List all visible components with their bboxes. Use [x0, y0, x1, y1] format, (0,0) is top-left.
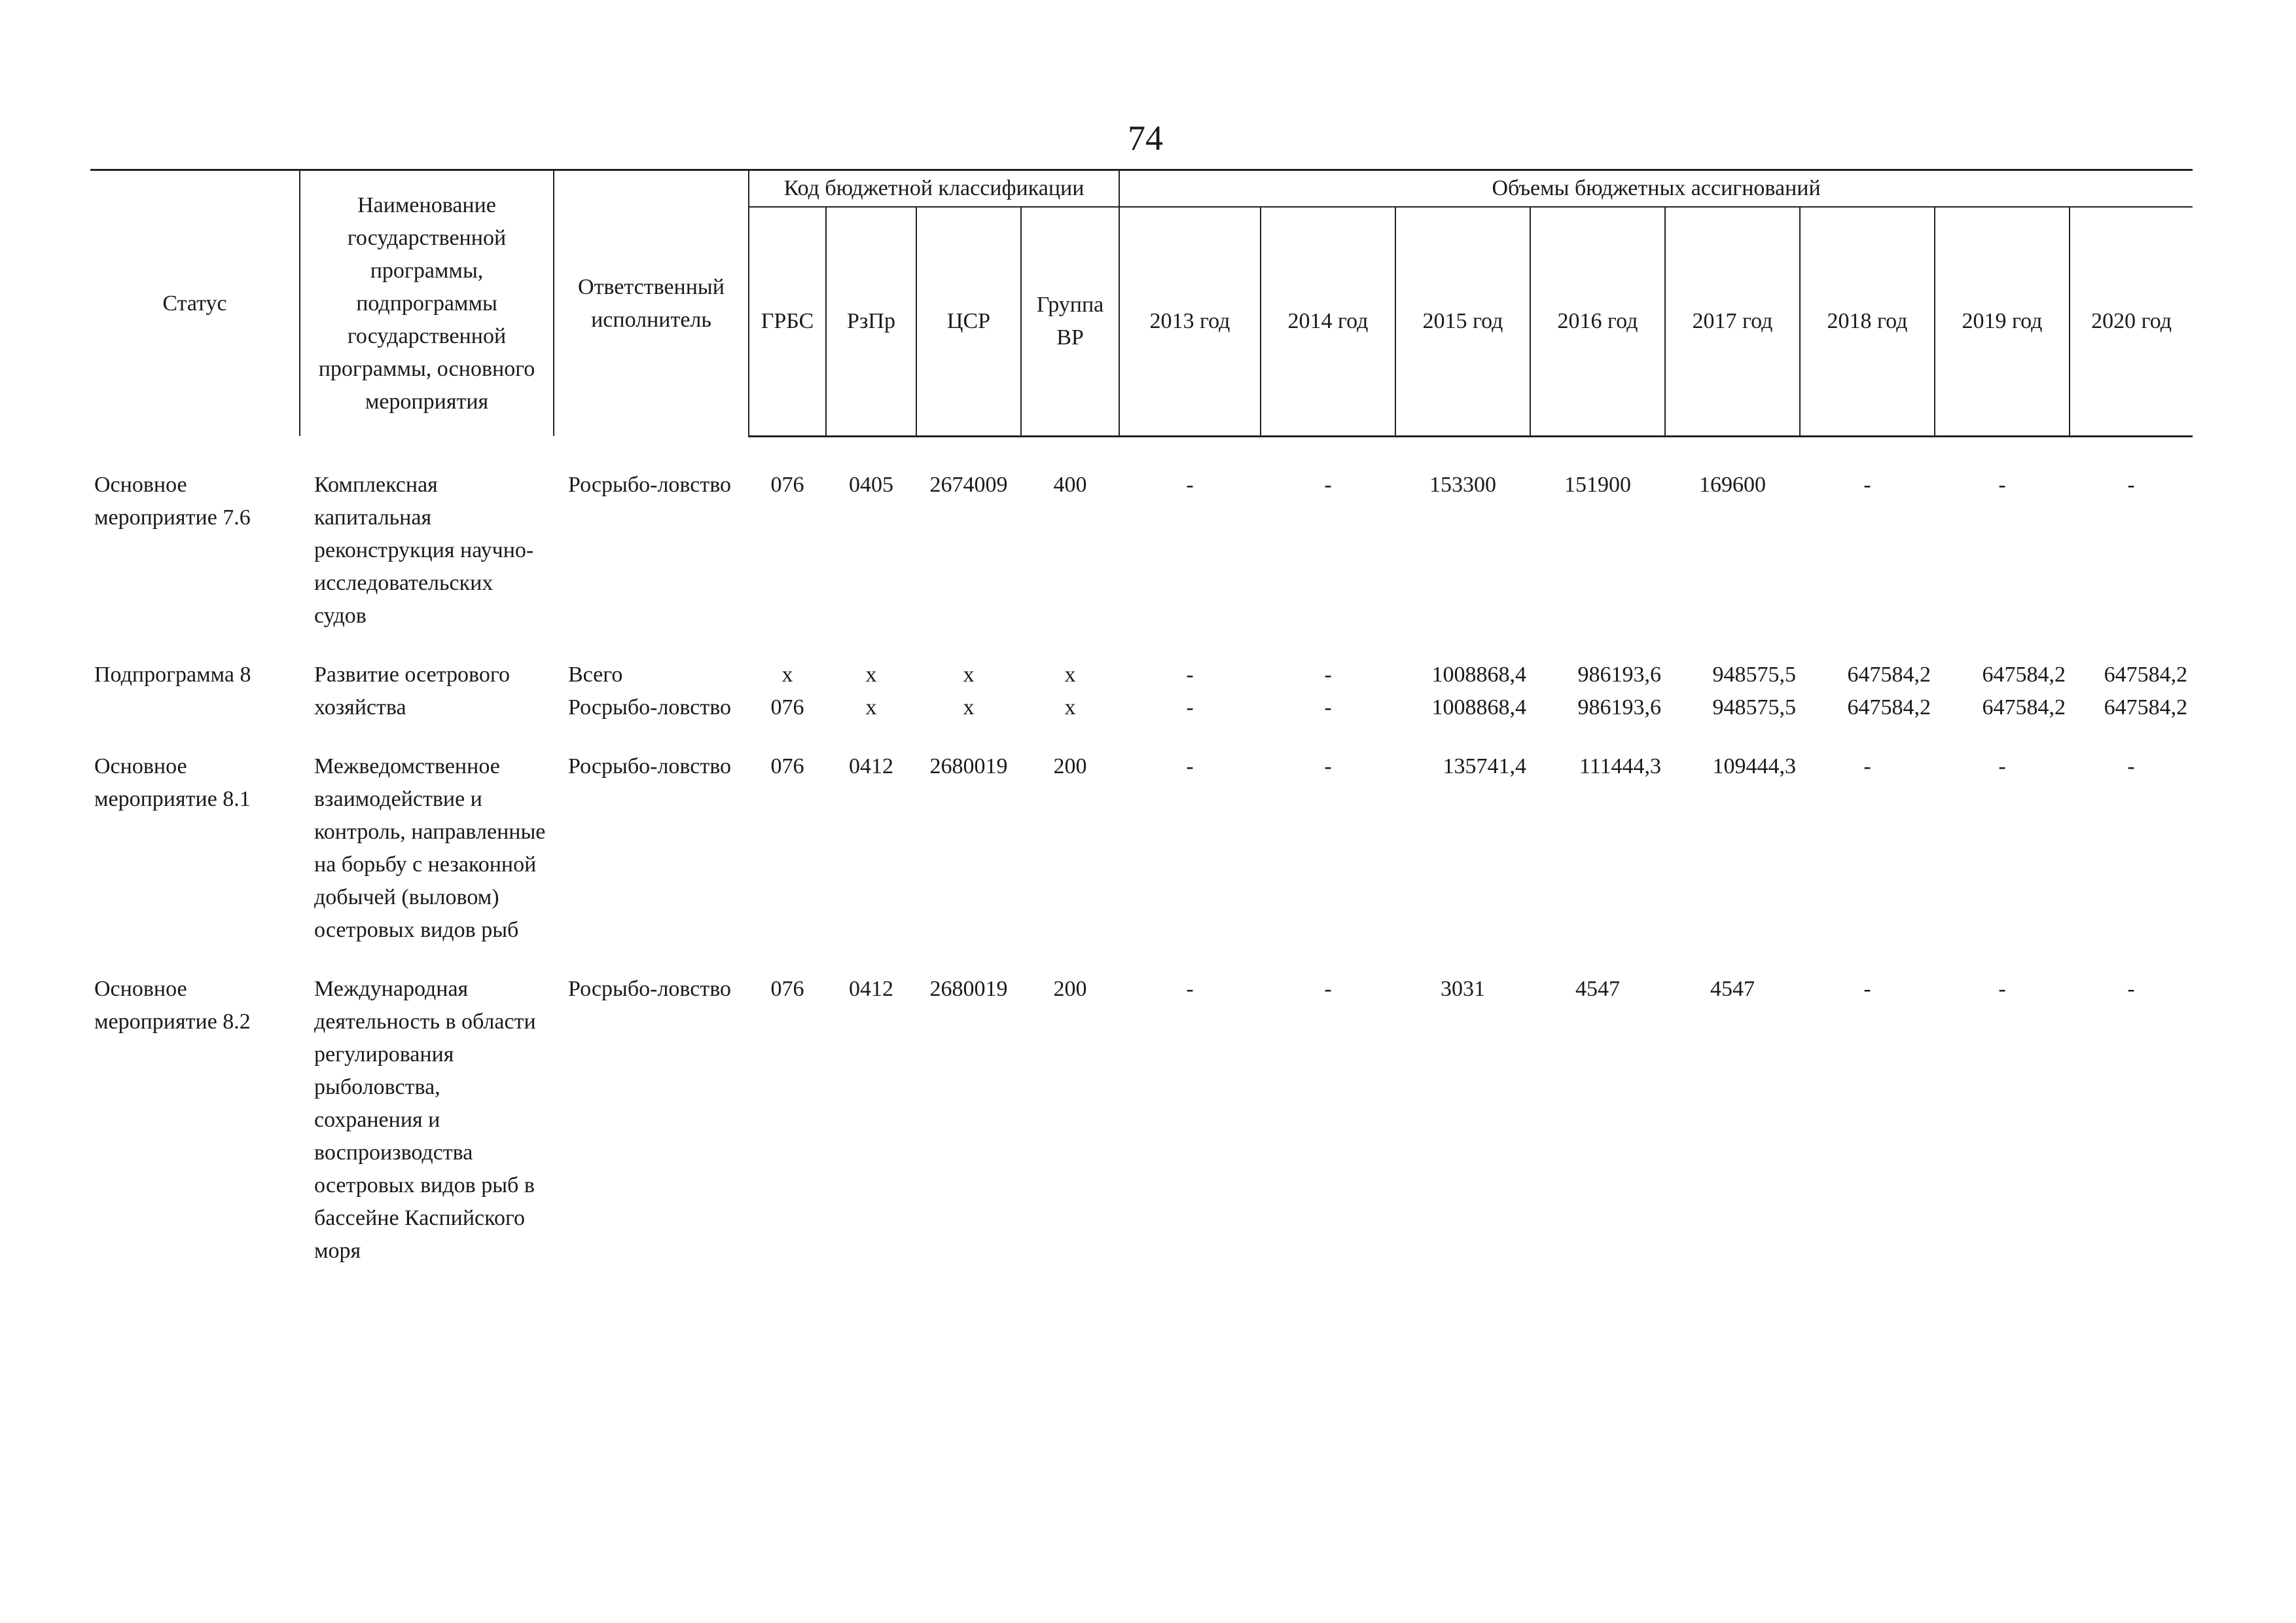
value-cell: -	[1998, 754, 2006, 778]
value-cell: -	[1324, 976, 1332, 1001]
table-row	[90, 469, 2193, 632]
executor-cell: Росрыбо-ловство	[568, 695, 732, 720]
rzpr-cell: 0412	[849, 754, 893, 778]
value-cell: -	[1863, 754, 1871, 778]
value-cell: -	[1998, 976, 2006, 1001]
value-cell: 986193,6	[1577, 662, 1662, 687]
vr-cell: 200	[1053, 976, 1087, 1001]
value-cell: 111444,3	[1579, 754, 1662, 778]
header-grbs: ГРБС	[749, 207, 826, 436]
header-volume-group: Объемы бюджетных ассигнований	[1119, 170, 2193, 208]
value-cell: 986193,6	[1577, 695, 1662, 720]
vr-cell: x	[1064, 695, 1076, 720]
header-year: 2019 год	[1935, 207, 2070, 436]
executor-cell: Росрыбо-ловство	[568, 472, 732, 497]
csr-cell: x	[963, 662, 975, 687]
header-year: 2014 год	[1261, 207, 1395, 436]
vr-cell: 200	[1053, 754, 1087, 778]
grbs-cell: 076	[770, 472, 804, 497]
grbs-cell: x	[781, 662, 793, 687]
value-cell: 135741,4	[1443, 754, 1527, 778]
header-vr: Группа ВР	[1021, 207, 1119, 436]
rzpr-cell: 0405	[849, 472, 893, 497]
value-cell: 153300	[1429, 472, 1497, 497]
value-cell: 647584,2	[1847, 695, 1931, 720]
value-cell: -	[1998, 472, 2006, 497]
value-cell: -	[1324, 754, 1332, 778]
value-cell: 4547	[1575, 976, 1621, 1001]
rzpr-cell: x	[865, 662, 877, 687]
grbs-cell: 076	[770, 695, 804, 720]
value-cell: -	[1863, 472, 1871, 497]
status-cell: Подпрограмма 8	[94, 662, 251, 687]
header-year: 2018 год	[1800, 207, 1935, 436]
value-cell: 647584,2	[2104, 695, 2188, 720]
value-cell: 948575,5	[1712, 662, 1797, 687]
csr-cell: x	[963, 695, 975, 720]
header-row-top	[90, 170, 2193, 208]
value-cell: 4547	[1710, 976, 1755, 1001]
header-year: 2020 год	[2070, 207, 2193, 436]
value-cell: 1008868,4	[1431, 662, 1527, 687]
value-cell: 647584,2	[2104, 662, 2188, 687]
value-cell: 109444,3	[1712, 754, 1797, 778]
page-number: 74	[1128, 119, 1163, 158]
value-cell: -	[1324, 472, 1332, 497]
header-executor: Ответственный исполнитель	[554, 170, 749, 437]
header-name: Наименование государственной программы, подпрограммы государственной программы, основного мероприятия	[300, 170, 554, 437]
header-code-group: Код бюджетной классификации	[749, 170, 1119, 208]
status-cell: Основное мероприятие 8.2	[94, 976, 251, 1034]
header-status: Статус	[90, 170, 300, 437]
executor-cell: Росрыбо-ловство	[568, 754, 732, 778]
rzpr-cell: 0412	[849, 976, 893, 1001]
value-cell: 647584,2	[1847, 662, 1931, 687]
csr-cell: 2680019	[929, 976, 1008, 1001]
value-cell: -	[1186, 754, 1194, 778]
name-cell: Международная деятельность в области регулирования рыболовства, сохранения и воспроизводства осетровых видов рыб в бассейне Каспийского моря	[314, 976, 536, 1263]
value-cell: -	[1186, 695, 1194, 720]
header-year: 2015 год	[1395, 207, 1530, 436]
grbs-cell: 076	[770, 976, 804, 1001]
value-cell: -	[1324, 695, 1332, 720]
value-cell: 948575,5	[1712, 695, 1797, 720]
vr-cell: 400	[1053, 472, 1087, 497]
value-cell: 647584,2	[1982, 662, 2066, 687]
value-cell: 3031	[1441, 976, 1486, 1001]
name-cell: Развитие осетрового хозяйства	[314, 662, 510, 720]
value-cell: -	[1186, 472, 1194, 497]
header-csr: ЦСР	[916, 207, 1021, 436]
table-row	[90, 750, 2193, 947]
value-cell: -	[1863, 976, 1871, 1001]
csr-cell: 2680019	[929, 754, 1008, 778]
table-row	[90, 973, 2193, 1267]
header-year: 2017 год	[1665, 207, 1800, 436]
header-rzpr: РзПр	[826, 207, 916, 436]
header-year: 2013 год	[1119, 207, 1261, 436]
csr-cell: 2674009	[929, 472, 1008, 497]
value-cell: -	[2127, 754, 2135, 778]
value-cell: -	[1186, 662, 1194, 687]
value-cell: -	[1186, 976, 1194, 1001]
executor-cell: Росрыбо-ловство	[568, 976, 732, 1001]
status-cell: Основное мероприятие 8.1	[94, 754, 251, 811]
budget-table	[90, 169, 2193, 1267]
grbs-cell: 076	[770, 754, 804, 778]
value-cell: -	[1324, 662, 1332, 687]
table-row	[90, 659, 2193, 691]
name-cell: Комплексная капитальная реконструкция научно-исследовательских судов	[314, 472, 534, 628]
value-cell: 151900	[1564, 472, 1632, 497]
value-cell: -	[2127, 976, 2135, 1001]
status-cell: Основное мероприятие 7.6	[94, 472, 251, 530]
value-cell: 169600	[1699, 472, 1767, 497]
value-cell: 1008868,4	[1431, 695, 1527, 720]
value-cell: 647584,2	[1982, 695, 2066, 720]
header-year: 2016 год	[1530, 207, 1665, 436]
rzpr-cell: x	[865, 695, 877, 720]
executor-cell: Всего	[568, 662, 623, 687]
vr-cell: x	[1064, 662, 1076, 687]
value-cell: -	[2127, 472, 2135, 497]
name-cell: Межведомственное взаимодействие и контроль, направленные на борьбу с незаконной добычей (выловом) осетровых видов рыб	[314, 754, 546, 942]
